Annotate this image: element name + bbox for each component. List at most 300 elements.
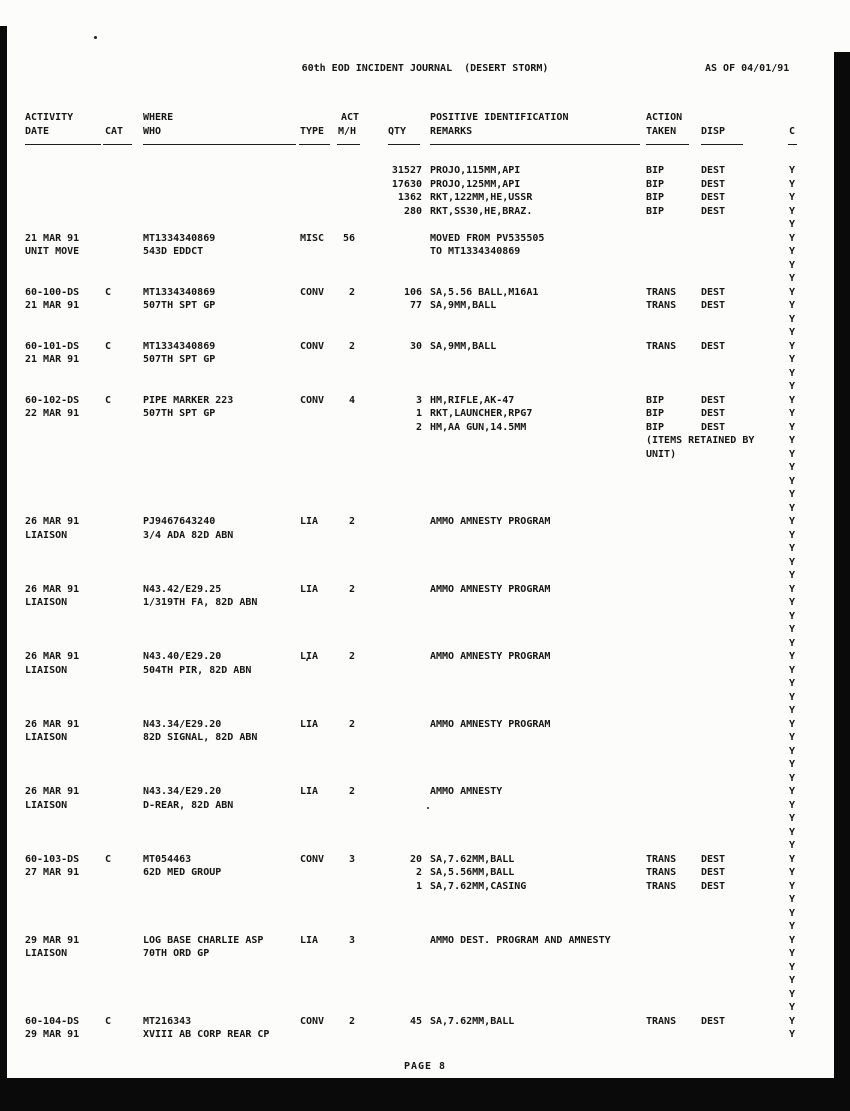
cell-mh: 56 — [342, 232, 355, 244]
cell-c: Y — [789, 1029, 796, 1040]
cell-remarks: HM,RIFLE,AK-47 — [430, 394, 515, 406]
cell-remarks: AMMO AMNESTY PROGRAM — [430, 516, 551, 527]
cell-action: BIP — [646, 408, 665, 419]
journal-line — [0, 1015, 850, 1029]
cell-date: 60-104-DS — [25, 1015, 80, 1027]
cell-type: LIA — [300, 516, 319, 527]
cell-who: 543D EDDCT — [143, 246, 204, 257]
cell-c: Y — [789, 975, 796, 986]
cell-qty: 3 — [415, 394, 422, 406]
cell-qty: 17630 — [391, 178, 422, 190]
scan-edge-bottom — [0, 1078, 850, 1111]
cell-action: BIP — [646, 205, 665, 217]
cell-disp: DEST — [701, 1015, 726, 1027]
cell-date: 26 MAR 91 — [25, 718, 80, 730]
journal-line — [0, 650, 850, 664]
cell-type: CONV — [300, 853, 325, 865]
cell-c: Y — [789, 948, 796, 959]
journal-line — [0, 353, 850, 367]
cell-c: Y — [789, 867, 796, 878]
cell-c: Y — [789, 840, 796, 851]
cell-c: Y — [789, 273, 796, 284]
cell-disp: DEST — [701, 394, 726, 406]
journal-line — [0, 785, 850, 799]
journal-line — [0, 677, 850, 691]
cell-c: Y — [789, 961, 796, 973]
table-header-line1 — [0, 111, 850, 125]
cell-c: Y — [789, 624, 796, 635]
cell-action: BIP — [646, 394, 665, 406]
cell-action: BIP — [646, 165, 665, 176]
table-header-line2 — [0, 125, 850, 139]
cell-who: D-REAR, 82D ABN — [143, 799, 234, 811]
cell-qty: 30 — [409, 340, 422, 352]
cell-remarks: SA,7.62MM,CASING — [430, 880, 527, 892]
journal-line — [0, 542, 850, 556]
cell-date: 21 MAR 91 — [25, 354, 80, 365]
cell-qty: 77 — [409, 300, 422, 311]
cell-c: Y — [789, 907, 796, 919]
cell-type: CONV — [300, 394, 325, 406]
cell-c: Y — [789, 502, 796, 514]
journal-line — [0, 475, 850, 489]
cell-qty: 31527 — [391, 165, 422, 176]
cell-c: Y — [789, 745, 796, 757]
cell-who: 507TH SPT GP — [143, 408, 216, 419]
cell-c: Y — [789, 475, 796, 487]
underline-taken — [646, 144, 689, 145]
cell-remarks: PROJO,115MM,API — [430, 165, 521, 176]
journal-line — [0, 326, 850, 340]
journal-line — [0, 893, 850, 907]
cell-action: TRANS — [646, 1015, 677, 1027]
cell-action: TRANS — [646, 880, 677, 892]
cell-date: 60-100-DS — [25, 286, 80, 298]
cell-cat: C — [105, 1015, 112, 1027]
journal-line — [0, 610, 850, 624]
journal-line — [0, 178, 850, 192]
cell-c: Y — [789, 543, 796, 554]
col-disp-label: DISP — [701, 126, 726, 137]
journal-line — [0, 745, 850, 759]
cell-cat: C — [105, 286, 112, 298]
journal-line — [0, 718, 850, 732]
cell-c: Y — [789, 637, 796, 649]
journal-line — [0, 448, 850, 462]
cell-c: Y — [789, 435, 796, 446]
journal-line — [0, 556, 850, 570]
cell-disp: DEST — [701, 300, 726, 311]
cell-remarks: AMMO AMNESTY — [430, 786, 503, 797]
cell-who: 3/4 ADA 82D ABN — [143, 529, 234, 541]
cell-remarks: HM,AA GUN,14.5MM — [430, 421, 527, 433]
cell-c: Y — [789, 529, 796, 541]
cell-disp: DEST — [701, 165, 726, 176]
cell-c: Y — [789, 1015, 796, 1027]
col-qty-label: QTY — [388, 126, 407, 137]
cell-type: CONV — [300, 1015, 325, 1027]
cell-who: 507TH SPT GP — [143, 354, 216, 365]
cell-remarks: SA,9MM,BALL — [430, 300, 497, 311]
journal-line — [0, 758, 850, 772]
cell-mh: 2 — [348, 516, 355, 527]
cell-who: LOG BASE CHARLIE ASP — [143, 934, 264, 946]
cell-c: Y — [789, 313, 796, 325]
underline-remarks — [430, 144, 640, 145]
cell-remarks: AMMO DEST. PROGRAM AND AMNESTY — [430, 934, 611, 946]
underline-who — [143, 144, 296, 145]
cell-c: Y — [789, 934, 796, 946]
cell-who: MT1334340869 — [143, 286, 216, 298]
col-act-label: ACT — [341, 112, 360, 123]
cell-c: Y — [789, 489, 796, 500]
journal-line — [0, 164, 850, 178]
cell-c: Y — [789, 340, 796, 352]
journal-line — [0, 394, 850, 408]
col-type-label: TYPE — [300, 126, 325, 137]
cell-type: LIA — [300, 786, 319, 797]
cell-mh: 3 — [348, 934, 355, 946]
cell-remarks: AMMO AMNESTY PROGRAM — [430, 583, 551, 595]
cell-c: Y — [789, 556, 796, 568]
cell-qty: 1362 — [397, 192, 422, 203]
cell-type: LIA — [300, 718, 319, 730]
cell-action: UNIT) — [646, 448, 677, 460]
cell-remarks: AMMO AMNESTY PROGRAM — [430, 718, 551, 730]
cell-type: CONV — [300, 286, 325, 298]
underline-c — [788, 144, 797, 145]
cell-date: LIAISON — [25, 597, 68, 608]
cell-disp: DEST — [701, 192, 726, 203]
underline-date — [25, 144, 101, 145]
col-where-label: WHERE — [143, 112, 174, 123]
col-activity-label: ACTIVITY — [25, 112, 74, 123]
cell-cat: C — [105, 340, 112, 352]
cell-c: Y — [789, 880, 796, 892]
cell-disp: DEST — [701, 205, 726, 217]
col-c-label: C — [789, 126, 796, 137]
cell-c: Y — [789, 718, 796, 730]
cell-c: Y — [789, 610, 796, 622]
cell-c: Y — [789, 408, 796, 419]
cell-who: 62D MED GROUP — [143, 867, 222, 878]
journal-line — [0, 988, 850, 1002]
cell-remarks: SA,7.62MM,BALL — [430, 853, 515, 865]
cell-c: Y — [789, 232, 796, 244]
cell-c: Y — [789, 799, 796, 811]
journal-line — [0, 515, 850, 529]
underline-mh — [337, 144, 360, 145]
journal-line — [0, 839, 850, 853]
cell-date: 60-101-DS — [25, 340, 80, 352]
cell-mh: 2 — [348, 718, 355, 730]
journal-line — [0, 232, 850, 246]
journal-line — [0, 461, 850, 475]
cell-c: Y — [789, 651, 796, 662]
journal-line — [0, 245, 850, 259]
cell-c: Y — [789, 988, 796, 1000]
journal-line — [0, 218, 850, 232]
cell-c: Y — [789, 394, 796, 406]
journal-line — [0, 488, 850, 502]
cell-cat: C — [105, 853, 112, 865]
cell-type: LIA — [300, 583, 319, 595]
cell-who: 504TH PIR, 82D ABN — [143, 664, 252, 676]
cell-mh: 2 — [348, 651, 355, 662]
journal-lines — [0, 164, 850, 1042]
cell-c: Y — [789, 219, 796, 230]
journal-line — [0, 529, 850, 543]
cell-who: MT1334340869 — [143, 232, 216, 244]
cell-type: LIA — [300, 651, 319, 662]
cell-date: LIAISON — [25, 664, 68, 676]
cell-c: Y — [789, 732, 796, 743]
cell-disp: DEST — [701, 853, 726, 865]
cell-action: TRANS — [646, 853, 677, 865]
col-date-label: DATE — [25, 126, 50, 137]
journal-line — [0, 920, 850, 934]
col-cat-label: CAT — [105, 126, 124, 137]
cell-c: Y — [789, 259, 796, 271]
col-remarks-label: REMARKS — [430, 126, 473, 137]
journal-line — [0, 866, 850, 880]
journal-line — [0, 1028, 850, 1042]
underline-cat — [103, 144, 132, 145]
cell-date: 21 MAR 91 — [25, 232, 80, 244]
journal-line — [0, 907, 850, 921]
journal-line — [0, 812, 850, 826]
cell-who: MT1334340869 — [143, 340, 216, 352]
col-mh-label: M/H — [338, 126, 357, 137]
journal-line — [0, 367, 850, 381]
cell-remarks: PROJO,125MM,API — [430, 178, 521, 190]
cell-disp: DEST — [701, 408, 726, 419]
journal-line — [0, 974, 850, 988]
cell-c: Y — [789, 705, 796, 716]
cell-disp: DEST — [701, 867, 726, 878]
journal-line — [0, 947, 850, 961]
cell-disp: DEST — [701, 340, 726, 352]
cell-c: Y — [789, 759, 796, 770]
cell-remarks: TO MT1334340869 — [430, 246, 521, 257]
cell-date: 21 MAR 91 — [25, 300, 80, 311]
cell-date: LIAISON — [25, 529, 68, 541]
cell-c: Y — [789, 772, 796, 784]
cell-who: N43.42/E29.25 — [143, 583, 222, 595]
cell-mh: 2 — [348, 786, 355, 797]
cell-cat: C — [105, 394, 112, 406]
cell-who: PIPE MARKER 223 — [143, 394, 234, 406]
journal-line — [0, 853, 850, 867]
journal-line — [0, 1001, 850, 1015]
journal-line — [0, 934, 850, 948]
cell-date: 26 MAR 91 — [25, 651, 80, 662]
cell-disp: DEST — [701, 421, 726, 433]
cell-remarks: MOVED FROM PV535505 — [430, 232, 545, 244]
cell-date: 29 MAR 91 — [25, 1029, 80, 1040]
journal-line — [0, 205, 850, 219]
journal-line — [0, 407, 850, 421]
cell-qty: 45 — [409, 1015, 422, 1027]
cell-remarks: RKT,SS30,HE,BRAZ. — [430, 205, 533, 217]
cell-mh: 2 — [348, 340, 355, 352]
cell-type: MISC — [300, 232, 325, 244]
journal-line — [0, 272, 850, 286]
cell-mh: 3 — [348, 853, 355, 865]
cell-who: 70TH ORD GP — [143, 948, 210, 959]
journal-line — [0, 637, 850, 651]
journal-line — [0, 286, 850, 300]
as-of-date: AS OF 04/01/91 — [705, 63, 790, 74]
underline-disp — [701, 144, 743, 145]
cell-date: 26 MAR 91 — [25, 583, 80, 595]
cell-action: TRANS — [646, 300, 677, 311]
col-who-label: WHO — [143, 126, 162, 137]
cell-who: 1/319TH FA, 82D ABN — [143, 597, 258, 608]
cell-type: CONV — [300, 340, 325, 352]
cell-mh: 2 — [348, 1015, 355, 1027]
cell-c: Y — [789, 853, 796, 865]
cell-date: 29 MAR 91 — [25, 934, 80, 946]
cell-c: Y — [789, 192, 796, 203]
journal-line — [0, 583, 850, 597]
journal-line — [0, 596, 850, 610]
cell-remarks: RKT,LAUNCHER,RPG7 — [430, 408, 533, 419]
journal-line — [0, 299, 850, 313]
cell-action: TRANS — [646, 867, 677, 878]
cell-action: TRANS — [646, 286, 677, 298]
cell-date: LIAISON — [25, 732, 68, 743]
cell-action: (ITEMS RETAINED BY — [646, 435, 755, 446]
journal-line — [0, 880, 850, 894]
header-underlines — [0, 144, 850, 146]
journal-line — [0, 704, 850, 718]
cell-c: Y — [789, 786, 796, 797]
page-number: PAGE 8 — [403, 1061, 447, 1072]
cell-qty: 2 — [415, 421, 422, 433]
cell-who: PJ9467643240 — [143, 516, 216, 527]
cell-date: 60-102-DS — [25, 394, 80, 406]
cell-c: Y — [789, 421, 796, 433]
cell-c: Y — [789, 1002, 796, 1013]
underline-type — [299, 144, 330, 145]
cell-c: Y — [789, 205, 796, 217]
col-action-label: ACTION — [646, 112, 683, 123]
cell-date: LIAISON — [25, 799, 68, 811]
cell-date: UNIT MOVE — [25, 246, 80, 257]
cell-c: Y — [789, 826, 796, 838]
cell-c: Y — [789, 367, 796, 379]
cell-c: Y — [789, 570, 796, 581]
scan-speckle — [94, 36, 97, 39]
cell-date: 60-103-DS — [25, 853, 80, 865]
cell-c: Y — [789, 246, 796, 257]
cell-c: Y — [789, 516, 796, 527]
cell-mh: 2 — [348, 286, 355, 298]
journal-line — [0, 421, 850, 435]
journal-line — [0, 502, 850, 516]
cell-qty: 1 — [415, 880, 422, 892]
cell-who: 507TH SPT GP — [143, 300, 216, 311]
cell-date: 26 MAR 91 — [25, 786, 80, 797]
cell-qty: 280 — [403, 205, 422, 217]
cell-c: Y — [789, 165, 796, 176]
cell-qty: 106 — [403, 286, 422, 298]
journal-line — [0, 569, 850, 583]
journal-line — [0, 259, 850, 273]
cell-c: Y — [789, 354, 796, 365]
col-posid-label: POSITIVE IDENTIFICATION — [430, 112, 569, 123]
cell-c: Y — [789, 286, 796, 298]
cell-c: Y — [789, 300, 796, 311]
journal-line — [0, 772, 850, 786]
cell-type: LIA — [300, 934, 319, 946]
cell-disp: DEST — [701, 178, 726, 190]
cell-who: N43.34/E29.20 — [143, 718, 222, 730]
col-taken-label: TAKEN — [646, 126, 677, 137]
cell-date: LIAISON — [25, 948, 68, 959]
cell-qty: 2 — [415, 867, 422, 878]
cell-remarks: RKT,122MM,HE,USSR — [430, 192, 533, 203]
cell-c: Y — [789, 921, 796, 932]
cell-who: XVIII AB CORP REAR CP — [143, 1029, 270, 1040]
cell-action: BIP — [646, 192, 665, 203]
cell-c: Y — [789, 381, 796, 392]
journal-line — [0, 731, 850, 745]
cell-mh: 2 — [348, 583, 355, 595]
cell-remarks: SA,5.56MM,BALL — [430, 867, 515, 878]
cell-who: N43.34/E29.20 — [143, 786, 222, 797]
cell-c: Y — [789, 327, 796, 338]
cell-date: 22 MAR 91 — [25, 408, 80, 419]
journal-line — [0, 799, 850, 813]
cell-action: BIP — [646, 178, 665, 190]
report-title: 60th EOD INCIDENT JOURNAL (DESERT STORM) — [301, 63, 549, 74]
cell-c: Y — [789, 448, 796, 460]
cell-disp: DEST — [701, 880, 726, 892]
cell-who: 82D SIGNAL, 82D ABN — [143, 732, 258, 743]
cell-remarks: SA,7.62MM,BALL — [430, 1015, 515, 1027]
journal-line — [0, 434, 850, 448]
cell-who: N43.40/E29.20 — [143, 651, 222, 662]
cell-qty: 1 — [415, 408, 422, 419]
cell-c: Y — [789, 664, 796, 676]
cell-c: Y — [789, 813, 796, 824]
journal-line — [0, 340, 850, 354]
journal-line — [0, 691, 850, 705]
cell-c: Y — [789, 178, 796, 190]
cell-c: Y — [789, 678, 796, 689]
cell-remarks: SA,5.56 BALL,M16A1 — [430, 286, 539, 298]
cell-c: Y — [789, 691, 796, 703]
underline-qty — [388, 144, 420, 145]
cell-c: Y — [789, 894, 796, 905]
journal-line — [0, 313, 850, 327]
journal-line — [0, 826, 850, 840]
cell-mh: 4 — [348, 394, 355, 406]
cell-qty: 20 — [409, 853, 422, 865]
journal-line — [0, 664, 850, 678]
journal-line — [0, 380, 850, 394]
cell-remarks: AMMO AMNESTY PROGRAM — [430, 651, 551, 662]
journal-line — [0, 191, 850, 205]
journal-line — [0, 961, 850, 975]
cell-who: MT054463 — [143, 853, 192, 865]
cell-remarks: SA,9MM,BALL — [430, 340, 497, 352]
cell-c: Y — [789, 597, 796, 608]
cell-disp: DEST — [701, 286, 726, 298]
cell-c: Y — [789, 462, 796, 473]
